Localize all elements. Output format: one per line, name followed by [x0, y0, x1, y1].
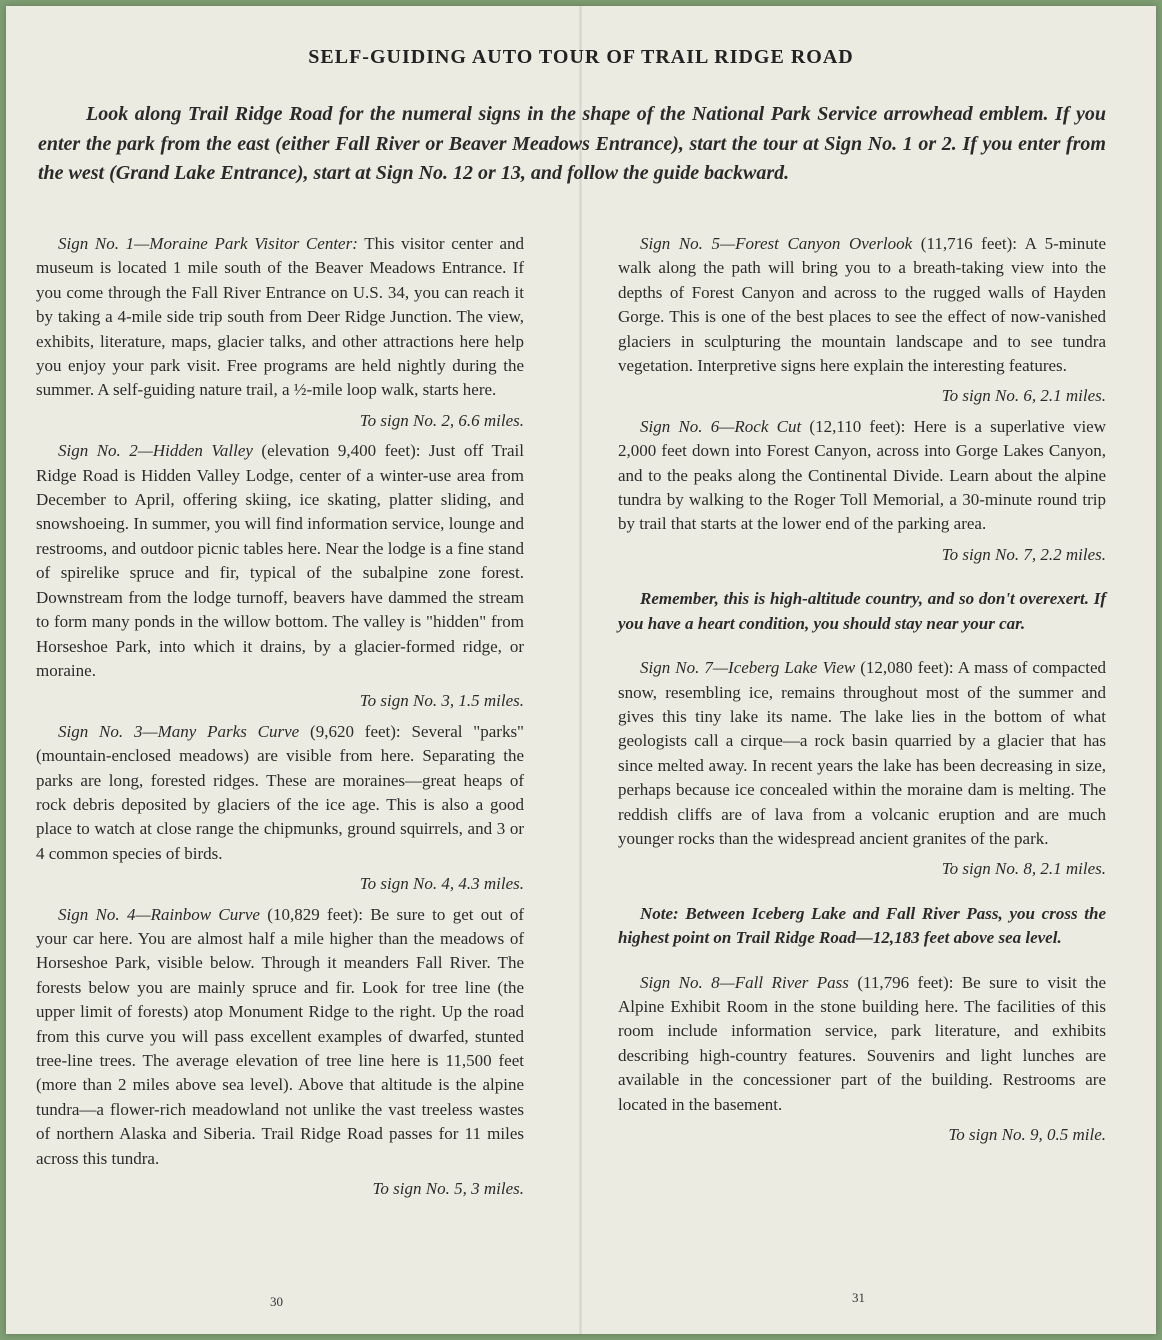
next-sign-distance: To sign No. 7, 2.2 miles.	[941, 544, 1106, 564]
sign-label: Sign No. 2	[58, 441, 138, 461]
next-sign-distance: To sign No. 9, 0.5 mile.	[948, 1125, 1106, 1144]
next-sign-distance: To sign No. 5, 3 miles.	[372, 1179, 524, 1199]
page-number-right: 31	[852, 1290, 865, 1305]
sign-description: This visitor center and museum is located 1 mile south of the Beaver Meadows Entrance. If you come through the Fall River Entrance on U.S. 34, you can reach it by taking a 4-mile side trip south from Deer Ridge Junction. The view, exhibits, literature, maps, glacier talks, and other attractions here help you enjoy your park visit. Free programs are held nightly during the summer. A self-guiding nature trail, a ½-mile loop walk, starts here.	[36, 234, 525, 400]
sign-label: Sign No. 8	[640, 972, 720, 992]
sign-description: (11,796 feet): Be sure to visit the Alpine Exhibit Room in the stone building here. The facilities of this room include information service, park literature, and exhibits describing high-country features. Souvenirs and light lunches are available in the concessioner part of the building. Restrooms are located in the basement.	[618, 972, 1107, 1114]
sign-label: Sign No. 5	[640, 234, 720, 253]
sign-description: (9,620 feet): Several "parks" (mountain-enclosed meadows) are visible from here. Separating the parks are long, forested ridges. These are moraines—great heaps of rock debris deposited by glaciers of the ice age. This is also a good place to watch at close range the chipmunks, ground squirrels, and 3 or 4 common species of birds.	[36, 721, 524, 863]
sign-location: Fall River Pass	[734, 972, 849, 992]
next-sign-distance: To sign No. 4, 4.3 miles.	[359, 874, 524, 894]
sign-label: Sign No. 6	[640, 416, 720, 436]
page-number-left: 30	[270, 1294, 283, 1309]
sign-entry-2: Sign No. 2—Hidden Valley (elevation 9,400 feet): Just off Trail Ridge Road is Hidden Valley Lodge, center of a winter-use area from December to April, offering skiing, ice skating, platter sliding, and snowshoeing. In summer, you will find information service, lounge and restrooms, and outdoor picnic tables here. Near the lodge is a fine stand of spirelike spruce and fir, typical of the subalpine zone forest. Downstream from the lodge turnoff, beavers have dammed the stream to form many ponds in the willow bottom. The valley is "hidden" from Horseshoe Park, into which it drains, by a glacier-formed ridge, or moraine.	[36, 441, 524, 680]
sign-label: Sign No. 7	[640, 658, 713, 678]
sign-description: (11,716 feet): A 5-minute walk along the path will bring you to a breath-taking view into the depths of Forest Canyon and across to the rugged walls of Hayden Gorge. This is one of the best places to see the effect of now-vanished glaciers in sculpturing the mountain landscape and to see tundra vegetation. Interpretive signs here explain the interesting features.	[618, 234, 1106, 376]
sign-description: (10,829 feet): Be sure to get out of your car here. You are almost half a mile higher than the meadows of Horseshoe Park, visible below. Through it meanders Fall River. The forests below you are mainly spruce and fir. Look for tree line (the upper limit of forests) atop Monument Ridge to the right. Up the road from this curve you will pass excellent examples of dwarfed, stunted tree-line trees. The average elevation of tree line here is 11,500 feet (more than 2 miles above sea level). Above that altitude is the alpine tundra—a flower-rich meadowland not unlike the vast treeless wastes of northern Alaska and Siberia. Trail Ridge Road passes for 11 miles across this tundra.	[36, 904, 525, 1168]
sign-description: (12,110 feet): Here is a superlative view 2,000 feet down into Forest Canyon, across into Gorge Lakes Canyon, and to the peaks along the Continental Divide. Learn about the alpine tundra by walking to the Roger Toll Memorial, a 30-minute round trip by trail that starts at the lower end of the parking area.	[618, 416, 1106, 534]
sign-label: Sign No. 3	[58, 721, 143, 741]
left-column	[36, 232, 524, 1207]
sign-label: Sign No. 1	[58, 234, 135, 253]
sign-location: Iceberg Lake View	[728, 658, 856, 678]
sign-description: (elevation 9,400 feet): Just off Trail Ridge Road is Hidden Valley Lodge, center of a winter-use area from December to April, offering skiing, ice skating, platter sliding, and snowshoeing. In summer, you will find information service, lounge and restrooms, and outdoor picnic tables here. Near the lodge is a fine stand of spirelike spruce and fir, typical of the subalpine zone forest. Downstream from the lodge turnoff, beavers have dammed the stream to form many ponds in the willow bottom. The valley is "hidden" from Horseshoe Park, into which it drains, by a glacier-formed ridge, or moraine.	[36, 441, 524, 680]
sign-entry-3: Sign No. 3—Many Parks Curve (9,620 feet): Several "parks" (mountain-enclosed meadows) are visible from here. Separating the parks are long, forested ridges. These are moraines—great heaps of rock debris deposited by glaciers of the ice age. This is also a good place to watch at close range the chipmunks, ground squirrels, and 3 or 4 common species of birds.	[36, 721, 524, 863]
next-sign-distance: To sign No. 6, 2.1 miles.	[941, 386, 1106, 406]
sign-entry-7: Sign No. 7—Iceberg Lake View (12,080 feet): A mass of compacted snow, resembling ice, remains throughout most of the summer and gives this tiny lake its name. The lake lies in the bottom of what geologists call a cirque—a rock basin quarried by a glacier that has since melted away. In recent years the lake has been decreasing in size, perhaps because ice concealed within the moraine dam is melting. The reddish cliffs are of lava from a volcanic eruption and are much younger rocks than the widespread ancient granites of the park.	[618, 658, 1106, 848]
next-sign-distance: To sign No. 3, 1.5 miles.	[359, 691, 524, 711]
sign-location: Hidden Valley	[152, 441, 253, 461]
sign-location: Forest Canyon Overlook	[735, 234, 913, 253]
sign-entry-6: Sign No. 6—Rock Cut (12,110 feet): Here is a superlative view 2,000 feet down into Forest Canyon, across into Gorge Lakes Canyon, and to the peaks along the Continental Divide. Learn about the alpine tundra by walking to the Roger Toll Memorial, a 30-minute round trip by trail that starts at the lower end of the parking area.	[618, 416, 1106, 534]
altitude-warning-note: Remember, this is high-altitude country, and so don't overexert. If you have a heart condition, you should stay near your car.	[618, 589, 1106, 633]
center-fold	[579, 6, 582, 1334]
sign-entry-1: Sign No. 1—Moraine Park Visitor Center: This visitor center and museum is located 1 mile south of the Beaver Meadows Entrance. If you come through the Fall River Entrance on U.S. 34, you can reach it by taking a 4-mile side trip south from Deer Ridge Junction. The view, exhibits, literature, maps, glacier talks, and other attractions here help you enjoy your park visit. Free programs are held nightly during the summer. A self-guiding nature trail, a ½-mile loop walk, starts here.	[36, 234, 525, 400]
intro-paragraph: Look along Trail Ridge Road for the numeral signs in the shape of the National Park Service arrowhead emblem. If you enter the park from the east (either Fall River or Beaver Meadows Entrance), start the tour at Sign No. 1 or 2. If you enter from the west (Grand Lake Entrance), start at Sign No. 12 or 13, and follow the guide backward.	[38, 103, 1106, 184]
page-title: SELF-GUIDING AUTO TOUR OF TRAIL RIDGE ROAD	[308, 46, 854, 68]
sign-location: Rock Cut	[734, 416, 802, 436]
sign-location: Many Parks Curve	[157, 721, 300, 741]
next-sign-distance: To sign No. 8, 2.1 miles.	[941, 859, 1106, 879]
booklet-spread	[6, 6, 1156, 1334]
sign-entry-8: Sign No. 8—Fall River Pass (11,796 feet): Be sure to visit the Alpine Exhibit Room in the stone building here. The facilities of this room include information service, park literature, and exhibits describing high-country features. Souvenirs and light lunches are available in the concessioner part of the building. Restrooms are located in the basement.	[618, 972, 1107, 1114]
sign-location: Rainbow Curve	[150, 904, 260, 924]
sign-description: (12,080 feet): A mass of compacted snow, resembling ice, remains throughout most of the summer and gives this tiny lake its name. The lake lies in the bottom of what geologists call a cirque—a rock basin quarried by a glacier that has since melted away. In recent years the lake has been decreasing in size, perhaps because ice concealed within the moraine dam is melting. The reddish cliffs are of lava from a volcanic eruption and are much younger rocks than the widespread ancient granites of the park.	[618, 658, 1106, 848]
sign-entry-5: Sign No. 5—Forest Canyon Overlook (11,716 feet): A 5-minute walk along the path will bring you to a breath-taking view into the depths of Forest Canyon and across to the rugged walls of Hayden Gorge. This is one of the best places to see the effect of now-vanished glaciers in sculpturing the mountain landscape and to see tundra vegetation. Interpretive signs here explain the interesting features.	[618, 234, 1106, 376]
right-column	[618, 232, 1106, 1153]
sign-location: Moraine Park Visitor Center:	[149, 234, 358, 253]
highest-point-note: Note: Between Iceberg Lake and Fall River Pass, you cross the highest point on Trail Ridge Road—12,183 feet above sea level.	[618, 903, 1106, 948]
sign-label: Sign No. 4	[58, 904, 136, 924]
sign-entry-4: Sign No. 4—Rainbow Curve (10,829 feet): Be sure to get out of your car here. You are almost half a mile higher than the meadows of Horseshoe Park, visible below. Through it meanders Fall River. The forests below you are mainly spruce and fir. Look for tree line (the upper limit of forests) atop Monument Ridge to the right. Up the road from this curve you will pass excellent examples of dwarfed, stunted tree-line trees. The average elevation of tree line here is 11,500 feet (more than 2 miles above sea level). Above that altitude is the alpine tundra—a flower-rich meadowland not unlike the vast treeless wastes of northern Alaska and Siberia. Trail Ridge Road passes for 11 miles across this tundra.	[36, 904, 525, 1168]
next-sign-distance: To sign No. 2, 6.6 miles.	[359, 410, 524, 430]
